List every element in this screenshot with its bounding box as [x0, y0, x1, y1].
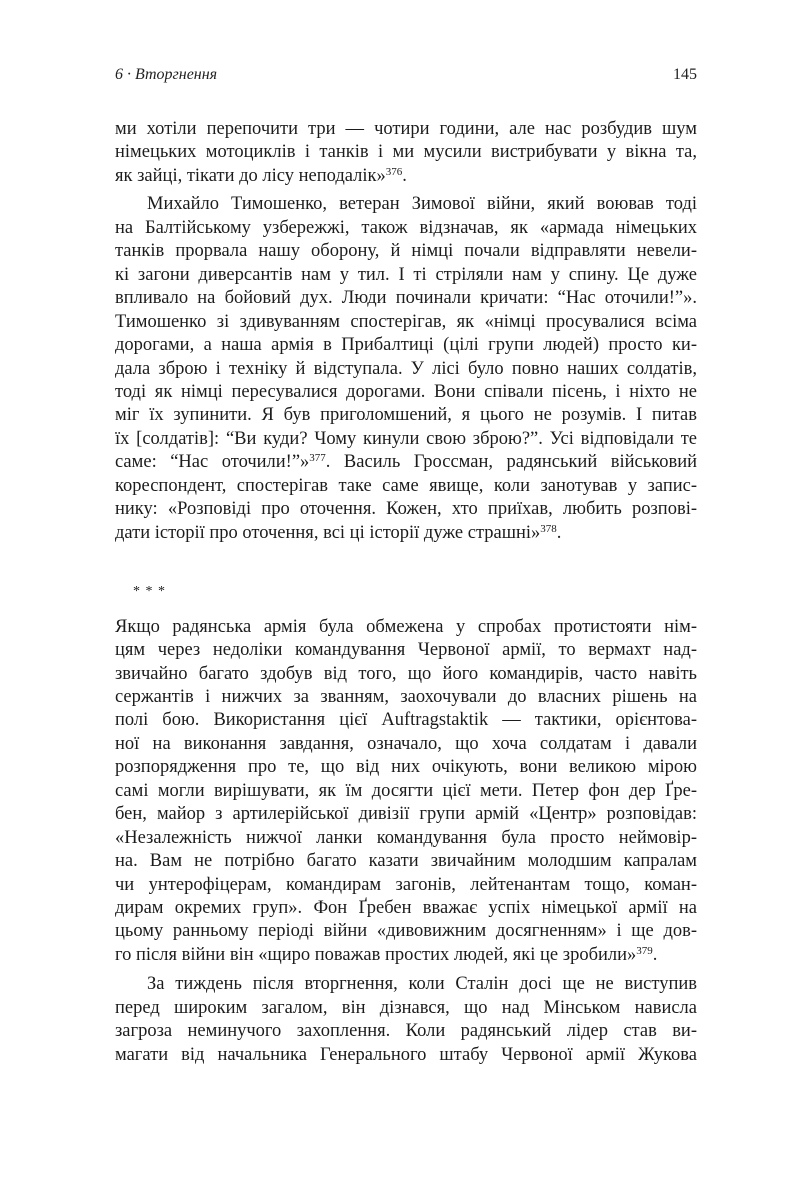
text-line: тоді як німці пересувалися дорогами. Вони співали пісень, і ніхто не — [115, 381, 697, 402]
line-text: . Василь Гроссман, радянський військовий — [325, 452, 697, 473]
text-line: Тимошенко зі здивуванням спостерігав, як «німці просувалися всіма — [115, 311, 697, 332]
paragraph — [115, 616, 697, 968]
text-line: дирам окремих груп». Фон Ґребен вважає успіх німецької армії на — [115, 898, 697, 919]
text-line: цьому ранньому періоді війни «дивовижним досягненням» і ще дов- — [115, 921, 697, 942]
footnote-ref: 379 — [636, 944, 653, 957]
text-line — [115, 522, 697, 545]
text-line: їх [солдатів]: “Ви куди? Чому кинули свою зброю?”. Усі відповідали те — [115, 428, 697, 449]
footnote-ref: 377 — [309, 452, 326, 465]
text-line: дала зброю і техніку й відступала. У лісі було повно наших солдатів, — [115, 358, 697, 379]
text-line: на Балтійському узбережжі, також відзначав, як «армада німецьких — [115, 217, 697, 238]
text-line: кі загони диверсантів нам у тил. І ті стріляли нам у спину. Це дуже — [115, 264, 697, 285]
text-line — [115, 165, 697, 188]
text-line: звичайно багато здобув від того, що його командирів, часто навіть — [115, 663, 697, 684]
line-text: го після війни він «щиро поважав простих людей, які це зробили» — [115, 944, 637, 965]
paragraph — [115, 118, 697, 188]
text-line: цям через недоліки командування Червоної армії, то вермахт над- — [115, 640, 697, 661]
line-text: саме: “Нас оточили!”» — [115, 452, 310, 473]
text-line: впливало на бойовий дух. Люди починали кричати: “Нас оточили!”». — [115, 288, 697, 309]
text-line: За тиждень після вторгнення, коли Сталін досі ще не виступив — [147, 974, 697, 995]
text-line: танків прорвала нашу оборону, й німці почали відправляти невели- — [115, 241, 697, 262]
text-line: Якщо радянська армія була обмежена у спробах протистояти нім- — [115, 616, 697, 637]
line-text: . — [402, 165, 407, 186]
section-break: * * * — [133, 584, 166, 600]
text-line: німецьких мотоциклів і танків і ми мусили вистрибувати у вікна та, — [115, 142, 697, 163]
text-line — [115, 451, 697, 474]
text-line: чи унтерофіцерам, командирам загонів, лейтенантам тощо, коман- — [115, 874, 697, 895]
running-head: 6 · Вторгнення — [115, 66, 218, 83]
text-line: ми хотіли перепочити три — чотири години, але нас розбудив шум — [115, 119, 697, 139]
text-line: кореспондент, спостерігав таке саме явище, коли занотував у запис- — [115, 475, 697, 496]
text-line: перед широким загалом, він дізнався, що над Мінськом нависла — [115, 997, 697, 1018]
text-line: «Незалежність нижчої ланки командування була просто неймовір- — [115, 827, 697, 848]
footnote-ref: 378 — [540, 522, 557, 535]
text-line: полі бою. Використання цієї Auftragstaktik — тактики, орієнтова- — [115, 710, 697, 731]
body-text — [115, 118, 697, 1067]
line-text: . — [556, 522, 562, 543]
text-line: дорогами, а наша армія в Прибалтиці (цілі групи людей) просто ки- — [115, 335, 697, 356]
line-text: . — [652, 944, 658, 965]
text-line: на. Вам не потрібно багато казати звичайним молодшим капралам — [115, 851, 697, 872]
line-text: як зайці, тікати до лісу неподалік» — [115, 165, 386, 186]
paragraph — [115, 193, 697, 545]
text-line: магати від начальника Генерального штабу Червоної армії Жукова — [115, 1044, 697, 1065]
text-line: ної на виконання завдання, означало, що хоча солдатам і давали — [115, 733, 697, 754]
text-line: загроза неминучого захоплення. Коли радянський лідер став ви- — [115, 1021, 697, 1042]
paragraph — [115, 973, 697, 1067]
text-line: міг їх зупинити. Я був приголомшений, я цього не розумів. І питав — [115, 405, 697, 426]
text-line — [115, 944, 697, 967]
text-line: розпорядження про те, що від них очікують, вони великою мірою — [115, 757, 697, 778]
page-number: 145 — [673, 66, 697, 83]
text-line: Михайло Тимошенко, ветеран Зимової війни, який воював тоді — [147, 194, 697, 215]
text-line: бен, майор з артилерійської дивізії групи армій «Центр» розповідав: — [115, 804, 697, 825]
line-text: дати історії про оточення, всі ці історії дуже страшні» — [115, 522, 541, 543]
text-line: нику: «Розповіді про оточення. Кожен, хто приїхав, любить розпові- — [115, 499, 697, 520]
footnote-ref: 376 — [385, 165, 403, 178]
text-line: самі могли вирішувати, як їм досягти цієї мети. Петер фон дер Ґре- — [115, 780, 697, 801]
text-line: сержантів і нижчих за званням, заохочували до власних рішень на — [115, 686, 697, 707]
